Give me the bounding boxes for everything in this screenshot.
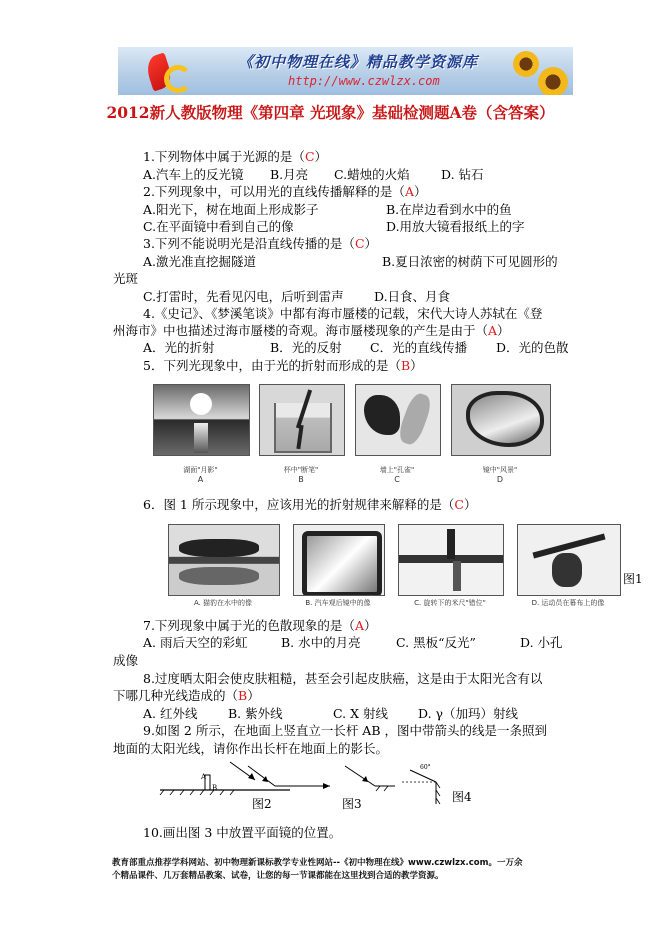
figure-3-diagram (248, 766, 395, 791)
photo-car-mirror (451, 384, 551, 456)
q5-letter-a: A (197, 475, 204, 484)
q4-stem-2: 州海市》中也描述过海市蜃楼的奇观。海市蜃楼现象的产生是由于（A） (113, 323, 510, 338)
q5-letter-d: D (496, 475, 504, 484)
banner-title: 《初中物理在线》精品教学资源库 (238, 53, 479, 71)
diagram-figures (140, 760, 460, 810)
q4-option-c: C．光的直线传播 (370, 340, 468, 355)
q1-option-c: C.蜡烛的火焰 (334, 167, 410, 182)
q6-caption-a: A. 猫豹在水中的像 (193, 599, 253, 607)
q5-answer: B (400, 358, 411, 373)
figure-3-label: 图3 (342, 797, 362, 811)
q3-option-b: B.夏日浓密的树荫下可见圆形的 (382, 254, 558, 269)
q5-caption-b: 杯中"断笔" (283, 466, 319, 474)
header-banner (118, 47, 573, 95)
q9-stem-1: 9.如图 2 所示，在地面上竖直立一长杆 AB ，图中带箭头的线是一条照到 (143, 723, 547, 738)
q4-option-b: B．光的反射 (270, 340, 342, 355)
photo-wall-peacock (355, 384, 441, 456)
q7-option-a: A. 雨后天空的彩虹 (143, 635, 248, 650)
figure-1-label: 图1 (623, 572, 643, 586)
q3-stem: 3.下列不能说明光是沿直线传播的是（C） (143, 236, 378, 251)
figure-2-label-a: A (201, 773, 207, 781)
logo-ring-icon (164, 65, 192, 93)
photo-rear-mirror (293, 524, 385, 596)
footer-line-1: 教育部重点推荐学科网站、初中物理新课标教学专业性网站--《初中物理在线》www.czwlzx.com。一万余 (112, 858, 523, 868)
q5-caption-c: 墙上"孔雀" (379, 466, 415, 474)
banner-url: http://www.czwlzx.com (288, 74, 440, 88)
q4-option-d: D．光的色散 (496, 340, 569, 355)
q8-stem-1: 8.过度晒太阳会使皮肤粗糙，甚至会引起皮肤癌，这是由于太阳光含有以 (143, 671, 543, 686)
figure-4-angle-label: 60° (420, 764, 431, 771)
q6-caption-c: C. 旋转下的米尺"错位" (414, 599, 486, 607)
q8-answer: B (238, 688, 248, 703)
q2-option-c: C.在平面镜中看到自己的像 (143, 219, 294, 234)
q5-letter-c: C (394, 475, 400, 484)
q4-answer: A (488, 323, 498, 338)
q4-option-a: A．光的折射 (143, 340, 215, 355)
q8-option-c: C. X 射线 (333, 706, 388, 721)
q3-option-c: C.打雷时，先看见闪电，后听到雷声 (143, 289, 344, 304)
q2-option-b: B.在岸边看到水中的鱼 (386, 202, 512, 217)
q9-stem-2: 地面的太阳光线，请你作出长杆在地面上的影长。 (113, 741, 389, 756)
q2-answer: A (404, 184, 414, 199)
photo-athlete-screen (517, 524, 621, 596)
figure-2-diagram (160, 762, 290, 795)
q8-option-b: B. 紫外线 (228, 706, 283, 721)
figure-2-label: 图2 (252, 797, 272, 811)
photo-leopard-water (168, 524, 280, 596)
photo-lake-moon (153, 384, 250, 456)
q8-option-d: D. γ（加玛）射线 (418, 706, 518, 721)
figure-4-label: 图4 (452, 790, 472, 804)
q10-stem: 10.画出图 3 中放置平面镜的位置。 (143, 825, 342, 840)
q8-stem-2: 下哪几种光线造成的（B） (113, 688, 260, 703)
q7-answer: A (354, 618, 364, 633)
footer-line-2: 个精品课件、几万套精品教案、试卷，让您的每一节课都能在这里找到合适的教学资源。 (112, 871, 444, 881)
q1-answer: C (304, 149, 315, 164)
sunflower-icon (538, 67, 568, 95)
q4-stem-1: 4.《史记》、《梦溪笔谈》中都有海市蜃楼的记载，宋代大诗人苏轼在《登 (143, 306, 543, 321)
q5-letter-b: B (298, 475, 304, 484)
figure-4-diagram (402, 770, 440, 804)
q6-caption-d: D. 运动员在幕布上的像 (531, 599, 605, 607)
q1-option-b: B.月亮 (270, 167, 309, 182)
q7-option-d: D. 小孔 (520, 635, 563, 650)
q1-option-a: A.汽车上的反光镜 (143, 167, 244, 182)
q5-caption-d: 镜中"风景" (482, 466, 518, 474)
q2-stem: 2.下列现象中，可以用光的直线传播解释的是（A） (143, 184, 427, 199)
q3-option-a: A.激光准直挖掘隧道 (143, 254, 257, 269)
sunflower-icon (513, 51, 539, 77)
document-title: 2012新人教版物理《第四章 光现象》基础检测题A卷（含答案） (106, 103, 555, 122)
q7-option-b: B. 水中的月亮 (281, 635, 361, 650)
q7-option-c: C. 黑板“反光” (396, 635, 476, 650)
q2-option-d: D.用放大镜看报纸上的字 (386, 219, 525, 234)
q2-option-a: A.阳光下，树在地面上形成影子 (143, 202, 319, 217)
q6-caption-b: B. 汽车观后镜中的像 (305, 599, 371, 607)
footer-note (112, 857, 562, 883)
photo-ruler-misalign (398, 524, 504, 596)
q1-stem: 1.下列物体中属于光源的是（C） (143, 149, 328, 164)
q3-option-d: D.日食、月食 (374, 289, 451, 304)
q7-option-d-cont: 成像 (113, 653, 139, 668)
photo-glass-pen (259, 384, 345, 456)
q6-answer: C (454, 497, 464, 512)
q3-answer: C (354, 236, 365, 251)
q3-option-b-cont: 光斑 (113, 271, 139, 286)
q5-stem: 5．下列光现象中，由于光的折射而形成的是（B） (143, 358, 423, 373)
q1-option-d: D. 钻石 (441, 167, 484, 182)
q5-caption-a: 湖面"月影" (183, 466, 218, 474)
q7-stem: 7.下列现象中属于光的色散现象的是（A） (143, 618, 377, 633)
figure-2-label-b: B (212, 784, 218, 792)
q6-stem: 6．图 1 所示现象中，应该用光的折射规律来解释的是（C） (143, 497, 477, 512)
q8-option-a: A. 红外线 (143, 706, 198, 721)
